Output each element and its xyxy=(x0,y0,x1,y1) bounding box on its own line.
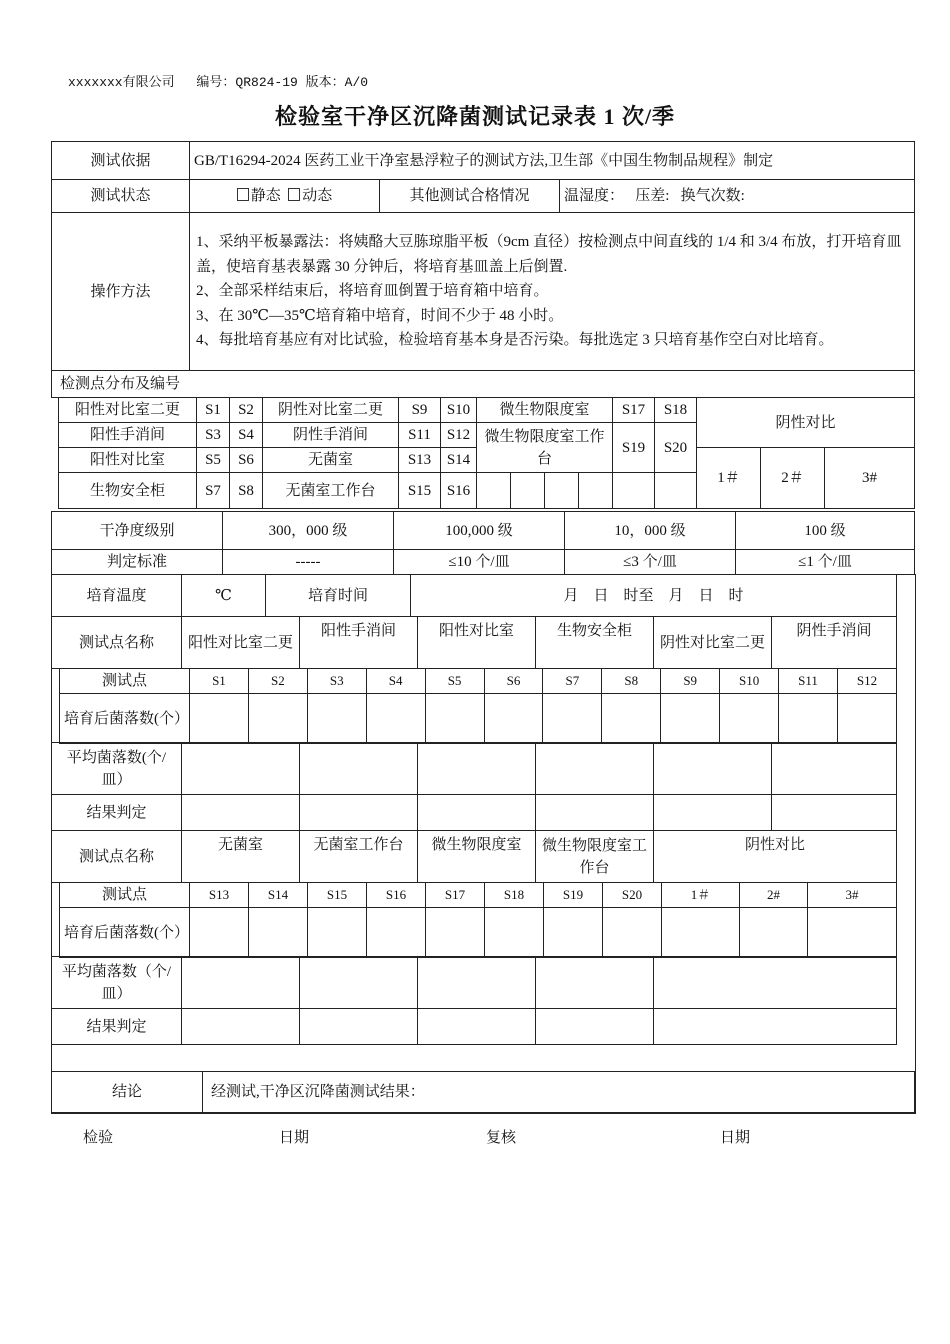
count-cell[interactable] xyxy=(544,908,603,958)
time-value: 月 日 时至 月 日 时 xyxy=(411,575,897,617)
count-cell[interactable] xyxy=(602,694,661,744)
section1-points xyxy=(59,668,897,744)
count-cell[interactable] xyxy=(307,694,366,744)
dynamic-checkbox[interactable] xyxy=(288,188,300,201)
empty-cell xyxy=(511,473,545,509)
count-cell[interactable] xyxy=(662,908,740,958)
s2-name-label: 测试点名称 xyxy=(52,831,182,883)
dist-point: S10 xyxy=(441,398,477,423)
s2-point: 3# xyxy=(808,883,897,908)
s1-point: S8 xyxy=(602,669,661,694)
s1-point: S2 xyxy=(248,669,307,694)
doc-number: 编号：QR824-19 xyxy=(196,75,298,90)
state-label: 测试状态 xyxy=(52,180,190,213)
s1-point: S4 xyxy=(366,669,425,694)
doc-version: 版本：A/0 xyxy=(305,75,369,90)
dist-point: S1 xyxy=(197,398,230,423)
empty-cell xyxy=(545,473,579,509)
s2-point: S15 xyxy=(308,883,367,908)
count-cell[interactable] xyxy=(837,694,896,744)
s1-point: S5 xyxy=(425,669,484,694)
std-value: ----- xyxy=(223,550,394,575)
method-step: 4、每批培育基应有对比试验，检验培育基本身是否污染。每批选定 3 只培育基作空白对比培育。 xyxy=(196,332,834,349)
grade-value: 10，000 级 xyxy=(565,512,736,550)
section1-names xyxy=(51,616,897,669)
count-cell[interactable] xyxy=(425,694,484,744)
avg-cell[interactable] xyxy=(418,957,536,1009)
dist-point: S20 xyxy=(655,423,697,473)
conclusion-value: 经测试,干净区沉降菌测试结果： xyxy=(203,1072,915,1113)
avg-cell[interactable] xyxy=(182,743,300,795)
count-cell[interactable] xyxy=(543,694,602,744)
dist-room: 阳性对比室 xyxy=(59,448,197,473)
section1-avg xyxy=(51,742,897,831)
dist-room: 无菌室工作台 xyxy=(263,473,399,509)
basis-value: GB/T16294-2024 医药工业干净室悬浮粒子的测试方法,卫生部《中国生物制品规程》制定 xyxy=(190,142,915,180)
dist-room: 阴性手消间 xyxy=(263,423,399,448)
method-label: 操作方法 xyxy=(52,213,190,371)
result-cell[interactable] xyxy=(654,795,772,831)
conclusion-label: 结论 xyxy=(52,1072,203,1113)
result-cell[interactable] xyxy=(418,795,536,831)
s1-point: S9 xyxy=(661,669,720,694)
dist-room: 生物安全柜 xyxy=(59,473,197,509)
static-label: 静态 xyxy=(250,188,281,204)
s1-room-name: 阳性对比室 xyxy=(418,617,536,669)
s2-point: S18 xyxy=(485,883,544,908)
dist-point: S19 xyxy=(613,423,655,473)
s2-point: S19 xyxy=(544,883,603,908)
dist-point: S9 xyxy=(399,398,441,423)
method-step: 3、在 30℃—35℃培育箱中培育，时间不少于 48 小时。 xyxy=(196,307,564,324)
result-cell[interactable] xyxy=(536,795,654,831)
result-cell[interactable] xyxy=(654,1009,897,1045)
s1-point-label: 测试点 xyxy=(60,669,190,694)
s2-point: S20 xyxy=(603,883,662,908)
dist-point: S13 xyxy=(399,448,441,473)
conclusion-table xyxy=(51,1071,915,1113)
empty-cell xyxy=(613,473,655,509)
grade-table xyxy=(51,511,915,575)
empty-cell xyxy=(655,473,697,509)
count-cell[interactable] xyxy=(485,908,544,958)
std-value: ≤3 个/皿 xyxy=(565,550,736,575)
std-value: ≤10 个/皿 xyxy=(394,550,565,575)
neg-point: 2＃ xyxy=(761,448,825,509)
s1-point: S12 xyxy=(837,669,896,694)
dist-point: S18 xyxy=(655,398,697,423)
count-cell[interactable] xyxy=(249,908,308,958)
std-label: 判定标准 xyxy=(52,550,223,575)
s2-point: S13 xyxy=(190,883,249,908)
result-cell[interactable] xyxy=(182,795,300,831)
company-name: xxxxxxx有限公司 xyxy=(68,75,175,90)
static-checkbox[interactable] xyxy=(237,188,249,201)
result-cell[interactable] xyxy=(418,1009,536,1045)
result-cell[interactable] xyxy=(182,1009,300,1045)
s2-point-label: 测试点 xyxy=(60,883,190,908)
grade-value: 100,000 级 xyxy=(394,512,565,550)
result-cell[interactable] xyxy=(536,1009,654,1045)
section2-points xyxy=(59,882,897,958)
avg-cell[interactable] xyxy=(536,743,654,795)
dist-point: S11 xyxy=(399,423,441,448)
time-label: 培育时间 xyxy=(266,575,411,617)
result-cell[interactable] xyxy=(300,1009,418,1045)
dist-point: S4 xyxy=(230,423,263,448)
s1-room-name: 阴性对比室二更 xyxy=(654,617,772,669)
s2-avg-label: 平均菌落数（个/皿） xyxy=(52,957,182,1009)
s1-point: S10 xyxy=(720,669,779,694)
avg-cell[interactable] xyxy=(300,957,418,1009)
grade-label: 干净度级别 xyxy=(52,512,223,550)
s1-room-name: 生物安全柜 xyxy=(536,617,654,669)
count-cell[interactable] xyxy=(720,694,779,744)
s1-room-name: 阳性对比室二更 xyxy=(182,617,300,669)
count-cell[interactable] xyxy=(248,694,307,744)
state-options xyxy=(190,180,380,213)
reviewer-label: 复核 xyxy=(486,1130,517,1146)
s1-room-name: 阴性手消间 xyxy=(772,617,897,669)
dist-point: S7 xyxy=(197,473,230,509)
temp-unit: ℃ xyxy=(182,575,266,617)
result-cell[interactable] xyxy=(300,795,418,831)
method-steps xyxy=(190,213,915,371)
other-pass-label: 其他测试合格情况 xyxy=(380,180,560,213)
grade-value: 300，000 级 xyxy=(223,512,394,550)
inspector-label: 检验 xyxy=(83,1130,114,1146)
date-label: 日期 xyxy=(279,1130,310,1146)
s2-room-name: 无菌室 xyxy=(182,831,300,883)
count-cell[interactable] xyxy=(308,908,367,958)
count-cell[interactable] xyxy=(190,908,249,958)
avg-cell[interactable] xyxy=(536,957,654,1009)
count-cell[interactable] xyxy=(190,694,249,744)
dist-room: 无菌室 xyxy=(263,448,399,473)
distribution-table xyxy=(58,397,915,509)
s1-point: S3 xyxy=(307,669,366,694)
neg-control-label: 阴性对比 xyxy=(697,398,915,448)
date-label: 日期 xyxy=(720,1130,751,1146)
count-cell[interactable] xyxy=(808,908,897,958)
count-cell[interactable] xyxy=(603,908,662,958)
section2-avg xyxy=(51,956,897,1045)
s1-point: S1 xyxy=(190,669,249,694)
dist-point: S6 xyxy=(230,448,263,473)
s1-room-name: 阳性手消间 xyxy=(300,617,418,669)
dist-room: 阴性对比室二更 xyxy=(263,398,399,423)
s1-count-label: 培育后菌落数(个） xyxy=(60,694,190,744)
avg-cell[interactable] xyxy=(654,743,772,795)
s1-result-label: 结果判定 xyxy=(52,795,182,831)
count-cell[interactable] xyxy=(426,908,485,958)
dist-room: 阳性手消间 xyxy=(59,423,197,448)
neg-point: 1＃ xyxy=(697,448,761,509)
dist-point: S8 xyxy=(230,473,263,509)
dist-point: S17 xyxy=(613,398,655,423)
s2-room-name: 阴性对比 xyxy=(654,831,897,883)
dist-point: S12 xyxy=(441,423,477,448)
empty-cell xyxy=(579,473,613,509)
s2-point: S14 xyxy=(249,883,308,908)
dist-point: S16 xyxy=(441,473,477,509)
dist-point: S2 xyxy=(230,398,263,423)
std-value: ≤1 个/皿 xyxy=(736,550,915,575)
avg-cell[interactable] xyxy=(300,743,418,795)
dist-point: S15 xyxy=(399,473,441,509)
avg-cell[interactable] xyxy=(654,957,897,1009)
page-title: 检验室干净区沉降菌测试记录表 1 次/季 xyxy=(274,104,676,129)
dist-point: S3 xyxy=(197,423,230,448)
s2-point: 2# xyxy=(740,883,808,908)
culture-table xyxy=(51,574,897,617)
s2-point: S16 xyxy=(367,883,426,908)
count-cell[interactable] xyxy=(661,694,720,744)
s1-name-label: 测试点名称 xyxy=(52,617,182,669)
s2-count-label: 培育后菌落数(个） xyxy=(60,908,190,958)
s1-point: S11 xyxy=(779,669,838,694)
section2-names xyxy=(51,830,897,883)
method-step: 1、采纳平板暴露法：将姨酪大豆胨琼脂平板（9cm 直径）按检测点中间直线的 1/4 和 3/4 布放，打开培育皿盖，使培育基表暴露 30 分钟后，将培育基皿盖上后倒置. xyxy=(196,234,902,275)
env-label: 温湿度： 压差: 换气次数: xyxy=(560,180,915,213)
s1-point: S7 xyxy=(543,669,602,694)
dist-room: 阳性对比室二更 xyxy=(59,398,197,423)
info-table xyxy=(51,141,915,398)
s2-point: 1＃ xyxy=(662,883,740,908)
avg-cell[interactable] xyxy=(418,743,536,795)
neg-point: 3# xyxy=(825,448,915,509)
s2-room-name: 微生物限度室工作台 xyxy=(536,831,654,883)
s2-room-name: 微生物限度室 xyxy=(418,831,536,883)
s1-point: S6 xyxy=(484,669,543,694)
method-step: 2、全部采样结束后，将培育皿倒置于培育箱中培育。 xyxy=(196,283,549,300)
empty-cell xyxy=(477,473,511,509)
distribution-label: 检测点分布及编号 xyxy=(52,371,915,398)
s2-point: S17 xyxy=(426,883,485,908)
count-cell[interactable] xyxy=(367,908,426,958)
s2-result-label: 结果判定 xyxy=(52,1009,182,1045)
grade-value: 100 级 xyxy=(736,512,915,550)
count-cell[interactable] xyxy=(366,694,425,744)
count-cell[interactable] xyxy=(740,908,808,958)
dist-room: 微生物限度室工作台 xyxy=(477,423,613,473)
dist-point: S5 xyxy=(197,448,230,473)
count-cell[interactable] xyxy=(779,694,838,744)
doc-header xyxy=(68,71,382,90)
avg-cell[interactable] xyxy=(772,743,897,795)
dist-room: 微生物限度室 xyxy=(477,398,613,423)
temp-label: 培育温度 xyxy=(52,575,182,617)
s1-avg-label: 平均菌落数(个/皿） xyxy=(52,743,182,795)
dist-point: S14 xyxy=(441,448,477,473)
avg-cell[interactable] xyxy=(182,957,300,1009)
s2-room-name: 无菌室工作台 xyxy=(300,831,418,883)
result-cell[interactable] xyxy=(772,795,897,831)
dynamic-label: 动态 xyxy=(302,188,333,204)
count-cell[interactable] xyxy=(484,694,543,744)
basis-label: 测试依据 xyxy=(52,142,190,180)
